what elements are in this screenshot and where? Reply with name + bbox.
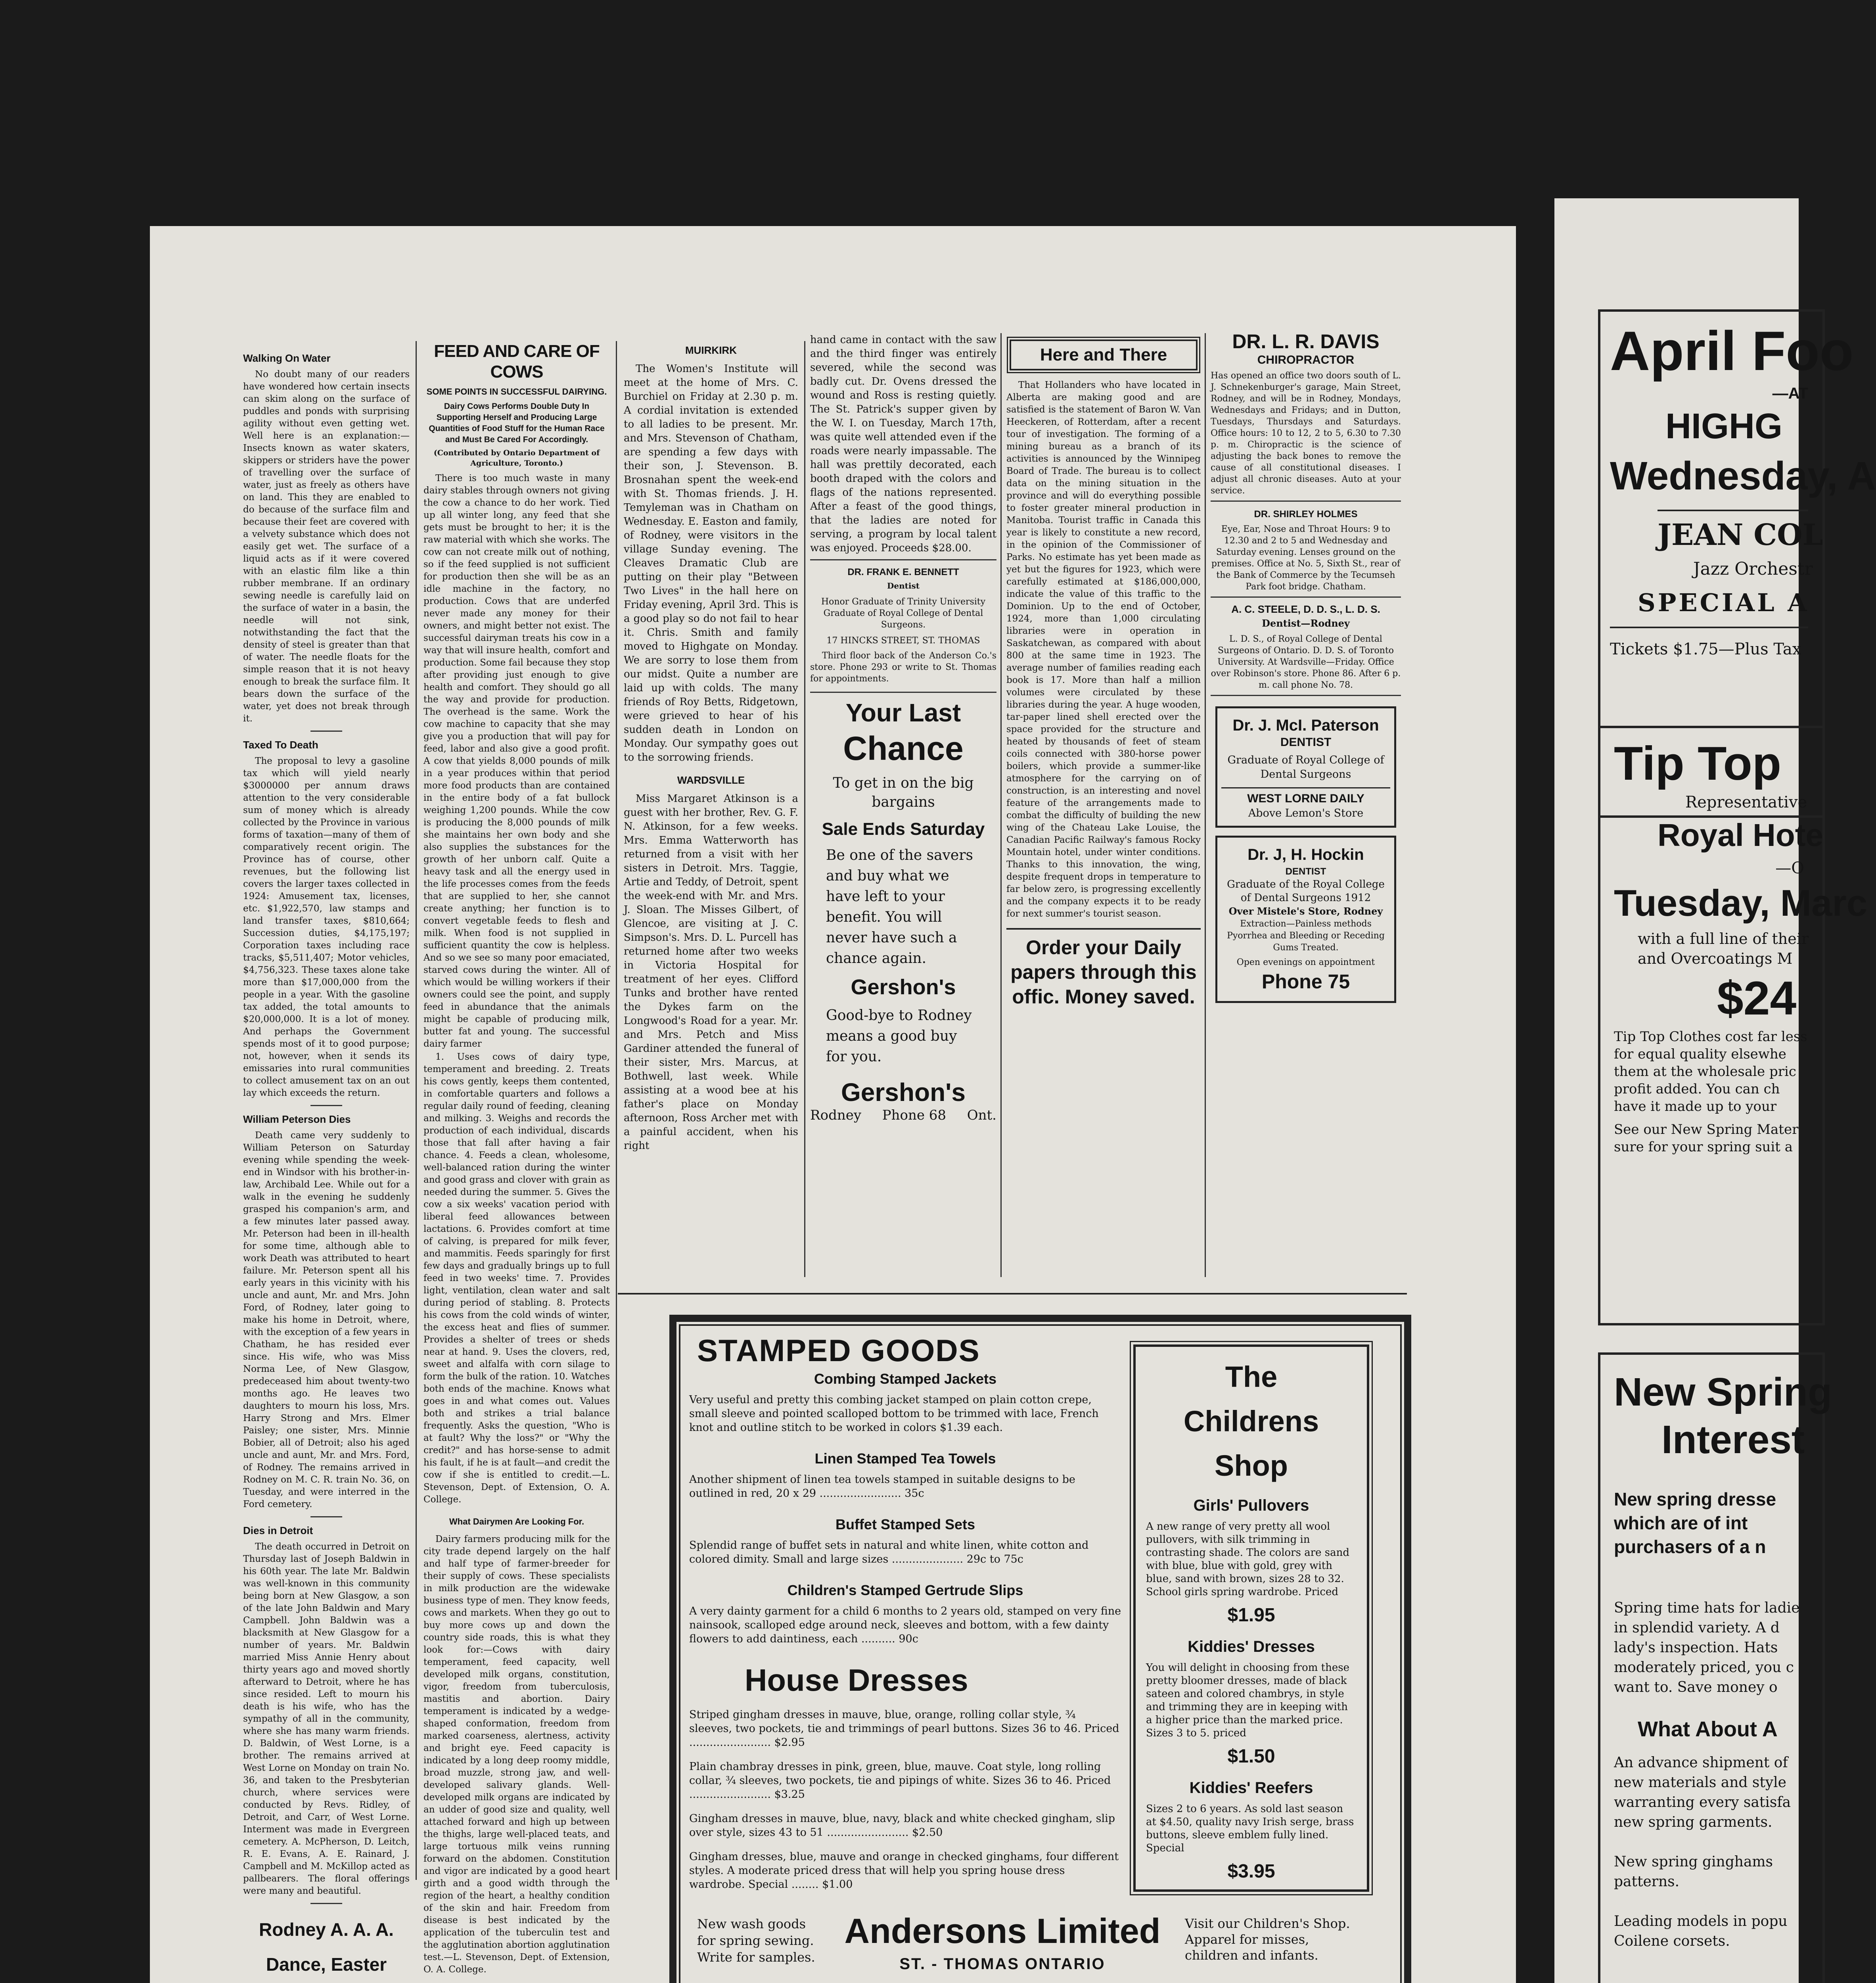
hockin-title: DENTIST	[1285, 866, 1326, 877]
divider	[1211, 695, 1401, 696]
taxed-text: The proposal to levy a gasoline tax which will yield nearly $3000000 per annum draws attention to the very considerable sum of money which is already collected by the Province in various forms of taxation—many of them of comparatively recent origin. The Province has of course, other revenues, but the following list covers the larger taxes collected in 1924: Amusement tax, licenses, etc. $1,922,570, law stamps and land transfer taxes, $810,664; Succession duties, $4,175,197; Corporation taxes including race tracks, $5,511,407; Motor vehicles, $4,756,323. These taxes alone take more than $17,000,000 from the people in a year. With the gasoline tax added, the total amounts to $20,000,000. It is a lot of money. And perhaps the Government spends most of it to good purpose; not, however, when it sends its emissaries into rural communities to collect amusement tax on an out lay which exceeds the return.	[243, 756, 410, 1098]
kiddies-reefers-heading: Kiddies' Reefers	[1189, 1779, 1313, 1797]
gershon-line2: Chance	[843, 730, 964, 767]
slips-price: 90c	[899, 1633, 918, 1645]
tiptop-text-5: have it made up to your	[1614, 1099, 1777, 1114]
mistele-sp-1: Spring time hats for ladie	[1614, 1600, 1800, 1616]
walking-text: No doubt many of our readers have wondered how certain insects can skim along on the surface of puddles and ponds with surprising agility without even getting wet. Well here is an explanation:—Insects known as water skaters, skippers or striders have the power of travelling over the surface of water, just as freely as others have on land. This they are enabled to do because of the surface film and because their feet are covered with a velvety substance which does not easily get wet. The surface of a liquid acts as if it were covered with an elastic film like a thin rubber membrane. If an ordinary sewing needle is carefully laid on the surface of water in a basin, the needle will not sink, notwithstanding the fact that the density of steel is greater than that of water. The needle floats for the simple reason that it is not heavy enough to break the surface film. It bears down the surface of the water, yet does not break through it.	[243, 369, 410, 724]
divider	[1211, 596, 1401, 598]
davis-name: DR. L. R. DAVIS	[1232, 330, 1380, 353]
peterson-text: Death came very suddenly to William Peterson on Saturday evening while spending the week-end in Windsor with his brother-in-law, Archibald Lee. While out for a walk in the evening he suddenly grasped his companion's arm, and a few minutes later passed away. Mr. Peterson had been in ill-health for some time, although able to work Death was attributed to heart failure. Mr. Peterson spent all his early years in this vicinity with his uncle and aunt, Mr. and Mrs. John Ford, of Rodney, later going to make his home in Detroit, where, with the exception of a few years in Chatham, he has resided ever since. His wife, who was Miss Norma Lee, of New Glasgow, predeceased him about twenty-two months ago. He leaves two daughters to mourn his loss, Mrs. Harry Strong and Mrs. Elmer Paisley; one sister, Mrs. Minnie Bobier, all of Detroit; also his aged uncle and aunt, Mr. and Mrs. Ford, of Rodney. The remains arrived in Rodney on M. C. R. train No. 36, on Tuesday, and were interred in the Ford cemetery.	[243, 1130, 410, 1509]
mistele-sp-4: moderately priced, you c	[1614, 1659, 1794, 1676]
jackets-text: Very useful and pretty this combing jacket stamped on plain cotton crepe, small sleeve and pointed scalloped bottom to be trimmed with lace, French knot and outline stitch to be worked in colors $1.39 each.	[689, 1394, 1099, 1434]
gershon-line8: Gershon's	[841, 1078, 966, 1107]
mistele-ns-1: New spring dresse	[1614, 1489, 1776, 1509]
april-wednesday: Wednesday, A	[1610, 454, 1876, 498]
house-dresses-title: House Dresses	[745, 1663, 968, 1697]
tiptop-text-7: sure for your spring suit a	[1614, 1139, 1793, 1155]
gershon-prov: Ont.	[967, 1107, 996, 1123]
cows-subtitle: SOME POINTS IN SUCCESSFUL DAIRYING.	[426, 387, 607, 397]
dance-notice: Rodney A. A. A. Dance, Easter	[259, 1919, 394, 1975]
andersons-city: ST. - THOMAS ONTARIO	[899, 1955, 1106, 1973]
pullovers-text: A new range of very pretty all wool pullovers, with silk trimming in contrasting shade. The colors are sand with blue, blue with gold, grey with blue, sand with brown, sizes 28 to 32. School girls spring wardrobe. Priced	[1146, 1521, 1350, 1598]
wardsville-heading: WARDSVILLE	[677, 774, 745, 786]
tiptop-text-4: profit added. You can ch	[1614, 1081, 1780, 1097]
andersons-name: Andersons Limited	[844, 1911, 1161, 1950]
mistele-ns-2: which are of int	[1614, 1513, 1748, 1533]
pullovers-price: $1.95	[1227, 1605, 1275, 1626]
column-2	[423, 341, 610, 1975]
april-special: SPECIAL A	[1638, 588, 1809, 617]
horizontal-rule	[618, 1293, 1407, 1295]
muirkirk-heading: MUIRKIRK	[685, 344, 737, 356]
mistele-lm-2: Coilene corsets.	[1614, 1933, 1730, 1949]
dairymen-heading: What Dairymen Are Looking For.	[449, 1517, 584, 1527]
taxed-heading: Taxed To Death	[243, 739, 318, 751]
column-3	[624, 341, 798, 1273]
towels-desc: Another shipment of linen tea towels stamped in suitable designs to be outlined in red, 20 x 29	[689, 1473, 1075, 1500]
tiptop-text-6: See our New Spring Mater	[1614, 1122, 1799, 1137]
mistele-lm-1: Leading models in popu	[1614, 1913, 1788, 1929]
towels-price: 35c	[904, 1487, 924, 1500]
detroit-text: The death occurred in Detroit on Thursday last of Joseph Baldwin in his 60th year. The late Mr. Baldwin was well-known in this community being born at New Glasgow, a son of the late John Baldwin and Mary Campbell. John Baldwin was a blacksmith at New Glasgow for a number of years. Mr. Baldwin married Miss Annie Henry about thirty years ago and moved shortly afterward to Detroit, where he has since resided. Left to mourn his death is his wife, who has the sympathy of all in the community, where she has many warm friends. D. Baldwin, of West Lorne, is a brother. The remains arrived at West Lorne on Monday on train No. 36, and taken to the Presbyterian church, where services were conducted by Revs. Ridley, of Detroit, and Carr, of West Lorne. Interment was made in Evergreen cemetery. A. McPherson, D. Leitch, R. E. Evans, A. E. Rainard, J. Campbell and M. McKillop acted as pallbearers. The floral offerings were many and beautiful.	[243, 1542, 410, 1896]
buffet-desc: Splendid range of buffet sets in natural and white linen, white cotton and colored dimity. Small and large sizes	[689, 1539, 1089, 1565]
kiddies-dresses-text: You will delight in choosing from these pretty bloomer dresses, made of black sateen and colored chambrys, in style and trimming they are in keeping with a higher price than the marked price. Sizes 3 to 5. priced	[1146, 1662, 1349, 1739]
slips-heading: Children's Stamped Gertrude Slips	[787, 1582, 1023, 1598]
childrens-shop-box	[1133, 1344, 1369, 1892]
paterson-location: Above Lemon's Store	[1248, 807, 1364, 819]
davis-title: CHIROPRACTOR	[1257, 353, 1355, 366]
order-notice: Order your Daily papers through this offic. Money saved.	[1006, 928, 1201, 1009]
holmes-text: Eye, Ear, Nose and Throat Hours: 9 to 12.30 and 2 to 5 and Wednesday and Saturday evening. Lenses ground on the premises. Office at No. 5, Sixth St., rear of the Bank of Commerce by the Tecumseh Park foot bridge. Chatham.	[1211, 524, 1401, 592]
slips-text: A very dainty garment for a child 6 months to 2 years old, stamped on very fine nainsook, scalloped edge around neck, sleeves and bottom, with a few dainty flowers to add daintiness, each .......... 90c	[689, 1605, 1121, 1645]
mistele-ns-3: purchasers of a n	[1614, 1536, 1766, 1557]
tiptop-text-1: Tip Top Clothes cost far less	[1614, 1029, 1807, 1045]
tiptop-tuesday: Tuesday, Marc	[1614, 882, 1868, 924]
mistele-sp-5: want to. Save money o	[1614, 1679, 1778, 1695]
column-1	[243, 345, 410, 1975]
column-rule	[1000, 333, 1002, 1277]
april-title: April Foo	[1610, 320, 1854, 382]
hockin-evenings: Open evenings on appointment	[1236, 957, 1375, 967]
davis-text: Has opened an office two doors south of L. J. Schnekenburger's garage, Main Street, Rodney, and will be in Rodney, Mondays, Wednesdays and Fridays; and in Dutton, Tuesdays, Thursdays and Saturdays. Office hours: 10 to 12, 2 to 5, 6.30 to 7.30 p. m. Chiropractic is the science of adjusting the back bones to remove the cause of all constitutional diseases. I adjust all chronic diseases. Auto at your service.	[1211, 371, 1401, 496]
paterson-text: Graduate of Royal College of Dental Surgeons	[1227, 754, 1384, 781]
pullovers-heading: Girls' Pullovers	[1193, 1497, 1309, 1514]
divider	[1211, 501, 1401, 502]
paterson-card	[1215, 706, 1396, 828]
peterson-heading: William Peterson Dies	[243, 1113, 351, 1125]
bennett-address: 17 HINCKS STREET, ST. THOMAS	[826, 636, 980, 646]
column-rule	[1205, 333, 1206, 1277]
detroit-heading: Dies in Detroit	[243, 1525, 313, 1536]
hockin-card	[1215, 836, 1396, 1003]
tiptop-price: $24	[1717, 972, 1797, 1025]
cows-title: FEED AND CARE OF COWS	[434, 341, 600, 382]
buffet-text: Splendid range of buffet sets in natural and white linen, white cotton and colored dimity. Small and large sizes ..................... 29c to 75c	[689, 1539, 1089, 1565]
tiptop-title: Tip Top	[1614, 737, 1782, 790]
steele-name: A. C. STEELE, D. D. S., L. D. S.	[1231, 603, 1380, 615]
gershon-line3: To get in on the big bargains	[833, 775, 974, 810]
wash-goods-note: New wash goods for spring sewing. Write for samples.	[697, 1916, 815, 1965]
dress-2-desc: Plain chambray dresses in pink, green, blue, mauve. Coat style, long rolling collar, ¾ sleeves, two pockets, tie and pipings of white. Sizes 36 to 46. Priced	[689, 1761, 1111, 1787]
column-5	[1006, 333, 1201, 1285]
muirkirk-text: The Women's Institute will meet at the home of Mrs. C. Burchiel on Friday at 2.30 p. m. A cordial invitation is extended to all ladies to be present. Mr. and Mrs. Stevenson of Chatham, are spending a few days with their son, J. Stevenson. B. Brosnahan spent the week-end with St. Thomas friends. J. H. Temyleman was in Chatham on Wednesday. E. Easton and family, of Rodney, were visitors in the village Sunday evening. The Cleaves Dramatic Club are putting on their play "Between Two Lives" in the hall here on Friday evening, April 3rd. This is a good play so do not fail to hear it. Chris. Smith and family moved to Highgate on Monday. We are sorry to lose them from our midst. Quite a number are laid up with colds. The many friends of Roy Betts, Ridgetown, were grieved to hear of his sudden death in London on Monday. Our sympathy goes out to the sorrowing friends.	[624, 363, 798, 763]
april-highg: HIGHG	[1665, 407, 1783, 446]
dress-1: Striped gingham dresses in mauve, blue, orange, rolling collar style, ¾ sleeves, two pockets, tie and trimmings of pearl buttons. Sizes 36 to 46. Priced ........................ $2.95	[689, 1709, 1119, 1749]
kiddies-dresses-heading: Kiddies' Dresses	[1188, 1638, 1315, 1655]
dress-4: Gingham dresses, blue, mauve and orange in checked ginghams, four different styles. A moderate priced dress that will help you spring house dress wardrobe. Special ........ $1.00	[689, 1851, 1119, 1891]
tiptop-text-3: them at the wholesale pric	[1614, 1064, 1796, 1080]
andersons-content	[689, 1333, 1375, 1983]
hockin-extra: Extraction—Painless methods Pyorrhea and Bleeding or Receding Gums Treated.	[1227, 919, 1385, 953]
steele-text: L. D. S., of Royal College of Dental Surgeons of Ontario. D. D. S. of Toronto University. At Wardsville—Friday. Office over Robinson's store. Phone 86. After 6 p. m. call phone No. 78.	[1211, 634, 1401, 690]
april-tickets: Tickets $1.75—Plus Tax	[1610, 627, 1808, 658]
dress-3-price: $2.50	[912, 1826, 943, 1839]
next-page	[1554, 198, 1876, 1983]
mistele-whatabout: What About A	[1638, 1717, 1778, 1741]
slips-desc: A very dainty garment for a child 6 months to 2 years old, stamped on very fine nainsook, scalloped edge around neck, sleeves and bottom, with a few dainty flowers to add daintiness, each	[689, 1605, 1121, 1645]
dress-4-desc: Gingham dresses, blue, mauve and orange in checked ginghams, four different styles. A moderate priced dress that will help you spring house dress wardrobe. Special	[689, 1851, 1119, 1891]
holmes-name: DR. SHIRLEY HOLMES	[1254, 509, 1358, 520]
gershon-line6: Gershon's	[851, 975, 956, 999]
dress-4-price: $1.00	[822, 1878, 853, 1891]
gershon-line7: Good-bye to Rodney means a good buy for you.	[826, 1007, 972, 1065]
towels-heading: Linen Stamped Tea Towels	[814, 1450, 996, 1467]
divider	[310, 1105, 342, 1106]
april-at: —AT	[1772, 385, 1808, 402]
dress-1-price: $2.95	[774, 1736, 805, 1749]
tiptop-with: with a full line of their	[1638, 930, 1809, 947]
tiptop-rep: Representative	[1685, 793, 1807, 811]
dress-1-desc: Striped gingham dresses in mauve, blue, orange, rolling collar style, ¾ sleeves, two pockets, tie and trimmings of pearl buttons. Sizes 36 to 46. Priced	[689, 1709, 1119, 1735]
mistele-interest: Interest	[1661, 1417, 1805, 1462]
mistele-newspring: New Spring	[1614, 1370, 1832, 1414]
mistele-ng-2: patterns.	[1614, 1874, 1680, 1890]
cows-list: 1. Uses cows of dairy type, temperament and breeding. 2. Treats his cows gently, keeps them contented, in comfortable quarters and follows a regular daily round of feeding, cleaning and milking. 3. Weighs and records the production of each individual, discards those that fall after having a fair chance. 4. Feeds a clean, wholesome, well-balanced ration during the winter and good grass and clover with grain as needed during the summer. 5. Gives the cow a six weeks' vacation period with liberal feed allowances between lactations. 6. Provides comfort at time of calving, is prepared for milk fever, and mammitis. Feeds sparingly for first few days and gradually brings up to full feed in two weeks' time. 7. Provides light, ventilation, clean water and salt during period of stabling. 8. Protects his cows from the cold winds of winter, the excess heat and flies of summer. Provides a shelter of trees or sheds near at hand. 9. Uses the clovers, red, sweet and alfalfa with corn silage to form the bulk of the ration. 10. Watches both ends of the machine. Knows what goes in and what comes out. Values both and strikes a trial balance frequently. Asks the question, "Who is at fault? Why the loss?" or "Why the credit?" and has horse-sense to admit his fault, if he is at fault—and credit the cow if she is entitled to credit.—L. Stevenson, Dept. of Extension, O. A. College.	[423, 1052, 610, 1505]
col4-text: hand came in contact with the saw and the third finger was entirely severed, while the second was badly cut. Dr. Ovens dressed the wound and Ross is resting quietly. The St. Patrick's supper given by the W. I. on Tuesday, March 17th, was quite well attended even if the roads were nearly impassable. The hall was prettily decorated, each booth draped with the colors and flags of the nations represented. After a feast of the good things, that the ladies are noted for serving, a program by local talent was enjoyed. Proceeds $28.00.	[810, 334, 996, 554]
towels-text: Another shipment of linen tea towels stamped in suitable designs to be outlined in red, 20 x 29 ........................ 35c	[689, 1473, 1075, 1500]
paterson-town: WEST LORNE DAILY	[1221, 787, 1390, 805]
stamped-column	[689, 1333, 1121, 1983]
cows-text-1: There is too much waste in many dairy stables through owners not giving the cow a chance to do her work. Tied up all winter long, any feed that she gets must be brought to her; it is the raw material with which she works. The cow can not create milk out of nothing, so if the feed supplied is not sufficient for production then she will be as an idle machine in the factory, no production. Cows that are underfed never made any money for their owners, and might better not exist. The successful dairyman treats his cow in a way that will insure health, comfort and production. Some fail because they stop after providing just enough to give health and comfort. They should go all the way and provide for production. The overhead is the same. Work the cow machine to capacity that she may give you a production that will pay for feed, labor and also give a good profit. A cow that yields 8,000 pounds of milk in a year produces within that period more food products than are contained in the entire body of a fat bullock weighing 1,200 pounds. While the cow is producing the 8,000 pounds of milk she maintains her own body and she also supplies the substances for the growth of her unborn calf. Quite a heavy task and all the energy used in the life processes comes from the feeds that are supplied to her, she cannot create anything; her function is to convert vegetable feeds to flesh and milk. When food is not supplied in sufficient quantity the cow is helpless. And so we see so many poor emaciated, starved cows during the winter. All of which would be willing workers if their owners could see the point, and supply feed in abundance that the animals might be capable of producing milk, butter fat and young. The successful dairy farmer	[423, 473, 610, 1049]
dress-3-desc: Gingham dresses in mauve, blue, navy, black and white checked gingham, slip over style, sizes 43 to 51	[689, 1812, 1115, 1839]
shop-title-3: Shop	[1215, 1449, 1288, 1482]
gershon-town: Rodney	[810, 1107, 862, 1123]
jackets-heading: Combing Stamped Jackets	[814, 1371, 997, 1387]
divider	[810, 559, 996, 560]
mistele-sp-2: in splendid variety. A d	[1614, 1620, 1780, 1636]
mistele-sp-3: lady's inspection. Hats	[1614, 1640, 1778, 1656]
steele-title: Dentist—Rodney	[1262, 618, 1350, 629]
column-rule	[616, 341, 617, 1880]
april-jean: JEAN COL	[1658, 510, 1808, 559]
hockin-name: Dr. J, H. Hockin	[1247, 846, 1364, 863]
column-rule	[416, 341, 417, 1880]
hockin-text: Graduate of the Royal College of Dental Surgeons 1912	[1227, 878, 1385, 904]
gershon-ad	[810, 697, 996, 1122]
gershon-line1: Your Last	[845, 698, 961, 727]
kiddies-reefers-text: Sizes 2 to 6 years. As sold last season at $4.50, quality navy Irish serge, brass buttons, sleeve emblem fully lined. Special	[1146, 1803, 1354, 1854]
shop-title-1: The	[1225, 1360, 1278, 1393]
bennett-office: Third floor back of the Anderson Co.'s store. Phone 293 or write to St. Thomas for appointments.	[810, 651, 996, 684]
column-rule	[804, 341, 805, 1277]
dress-2-price: $3.25	[774, 1788, 805, 1801]
gershon-footer	[810, 1109, 996, 1122]
bennett-name: DR. FRANK E. BENNETT	[847, 567, 959, 577]
divider	[310, 1903, 342, 1904]
shop-title-2: Childrens	[1183, 1405, 1319, 1438]
divider	[310, 1516, 342, 1517]
tiptop-over: and Overcoatings M	[1638, 950, 1793, 967]
dress-3: Gingham dresses in mauve, blue, navy, black and white checked gingham, slip over style, sizes 43 to 51 ........................ $2.50	[689, 1812, 1115, 1839]
newspaper-page	[150, 226, 1516, 1983]
mistele-ad-content	[1614, 1368, 1832, 1983]
hockin-location: Over Mistele's Store, Rodney	[1228, 905, 1383, 917]
tiptop-ad-content	[1614, 734, 1868, 1156]
mistele-ad-3: warranting every satisfa	[1614, 1794, 1791, 1810]
mistele-ng-1: New spring ginghams	[1614, 1854, 1773, 1870]
here-and-there-text: That Hollanders who have located in Alberta are making good and are satisfied is the statement of Baron W. Van Heeckeren, of Rotterdam, after a recent tour of investigation. The forming of a mining bureau as a branch of its activities is announced by the Winnipeg Board of Trade. The bureau is to collect data on the mining situation in the province and will do everything possible to foster greater mineral production in Manitoba. Tourist traffic in Canada this year is likely to constitute a new record, in the opinion of the Commissioner of Parks. No estimate has yet been made as yet but the figures for 1923, which were carefully estimated at $186,000,000, indicate the value of this traffic to the Dominion. Up to the end of October, 1924, more than 1,000 circulating libraries were in operation in Saskatchewan, as compared with about 800 at the same time in 1923. The average number of families reading each book is 17. More than half a million volumes were circulated by these libraries during the year. A huge wooden, tar-paper lined shell erected over the space provided for the structure and heated by thousands of feet of steam coils connected with 380-horse power boilers, which provide a summer-like atmosphere for the carrying on of construction, is an interesting and novel feature of the arrangements made to combat the difficulty of building the new wing of the Chateau Lake Louise, the Canadian Pacific Railway's famous Rocky Mountain hotel, under winter conditions. Thanks to this innovation, the wing, despite frequent drops in temperature to far below zero, is progressing excellently and the company expects it to be ready for next summer's tourist season.	[1006, 380, 1201, 919]
april-ad-content	[1610, 317, 1876, 658]
gershon-line4: Sale Ends Saturday	[822, 819, 985, 839]
cows-deck: Dairy Cows Performs Double Duty In Supporting Herself and Producing Large Quantities of Food Stuff for the Human Race and Must Be Cared For Accordingly.	[429, 402, 605, 444]
mistele-ad-2: new materials and style	[1614, 1774, 1786, 1791]
column-6	[1211, 329, 1401, 1289]
bennett-title: Dentist	[887, 581, 920, 591]
walking-heading: Walking On Water	[243, 352, 331, 364]
divider	[310, 731, 342, 732]
wardsville-text: Miss Margaret Atkinson is a guest with her brother, Rev. G. F. N. Atkinson, for a few weeks. Mrs. Emma Watterworth has returned from a visit with her sisters in Detroit. Mrs. Taggie, Artie and Teddy, of Detroit, spent the week-end with Mr. and Mrs. J. Sloan. The Misses Gilbert, of Glencoe, are visiting at J. C. Simpson's. Mrs. D. L. Purcell has returned home after two weeks in Victoria Hospital for treatment of her eyes. Clifford Tunks and brother have rented the Dykes farm on the Longwood's Road for a year. Mr. and Mrs. Petch and Miss Gardiner attended the funeral of their sister, Mrs. Marcus, at Bothwell, last week. While assisting at a wood bee at his father's place on Monday afternoon, Ross Archer met with a painful accident, when his right	[624, 793, 798, 1152]
kiddies-reefers-price: $3.95	[1227, 1861, 1275, 1882]
stamped-title: STAMPED GOODS	[697, 1333, 980, 1368]
buffet-price: 29c to 75c	[966, 1553, 1023, 1565]
bennett-text: Honor Graduate of Trinity University Graduate of Royal College of Dental Surgeons.	[821, 597, 986, 630]
gershon-phone: Phone 68	[882, 1107, 947, 1123]
gershon-line5: Be one of the savers and buy what we have left to your benefit. You will never have such a chance again.	[826, 847, 973, 967]
dairymen-text: Dairy farmers producing milk for the city trade depend largely on the half and half type of farmer-breeder for their supply of cows. These specialists in milk production are the widewake business type of men. They know feeds, cows and markets. When they go out to buy more cows up and down the country side roads, this is what they look for:—Cows with dairy temperament, feed capacity, well developed milk organs, constitution, vigor, freedom from tuberculosis, mastitis and abortion. Dairy temperament is indicated by a wedge-shaped conformation, freedom from marked coarseness, alertness, activity and bright eye. Feed capacity is indicated by a long deep roomy middle, broad muzzle, strong jaw, and well-developed salivary glands. Well-developed milk organs are indicated by an udder of good size and quality, well attached forward and high up between the thighs, large well-placed teats, and large tortuous milk veins running forward on the abdomen. Constitution and vigor are indicated by a good heart girth and a good width through the region of the heart, a healthy condition of the skin and hair. Freedom from disease is best indicated by the application of the tuberculin test and the agglutination abortion agglutination test.—L. Stevenson, Dept. of Extension, O. A. College.	[423, 1534, 610, 1975]
here-and-there-title: Here and There	[1010, 339, 1198, 370]
visit-note: Visit our Children's Shop. Apparel for misses, children and infants.	[1185, 1916, 1350, 1963]
buffet-heading: Buffet Stamped Sets	[835, 1516, 975, 1532]
hockin-phone: Phone 75	[1261, 970, 1350, 993]
tiptop-text-2: for equal quality elsewhe	[1614, 1046, 1786, 1062]
tiptop-royal: Royal Hote	[1658, 817, 1823, 853]
paterson-name: Dr. J. McI. Paterson	[1232, 717, 1379, 734]
mistele-ad-4: new spring garments.	[1614, 1814, 1773, 1830]
mistele-ad-1: An advance shipment of	[1614, 1755, 1788, 1771]
divider	[810, 692, 996, 693]
dress-2: Plain chambray dresses in pink, green, blue, mauve. Coat style, long rolling collar, ¾ sleeves, two pockets, tie and pipings of white. Sizes 36 to 46. Priced ........................ $3.25	[689, 1761, 1111, 1801]
april-jazz: Jazz Orchestr	[1693, 559, 1813, 579]
column-4	[810, 333, 996, 1285]
kiddies-dresses-price: $1.50	[1227, 1746, 1275, 1767]
cows-credit: (Contributed by Ontario Department of Agriculture, Toronto.)	[433, 449, 600, 468]
paterson-title: DENTIST	[1280, 736, 1332, 749]
tiptop-on: —O	[1775, 859, 1804, 877]
